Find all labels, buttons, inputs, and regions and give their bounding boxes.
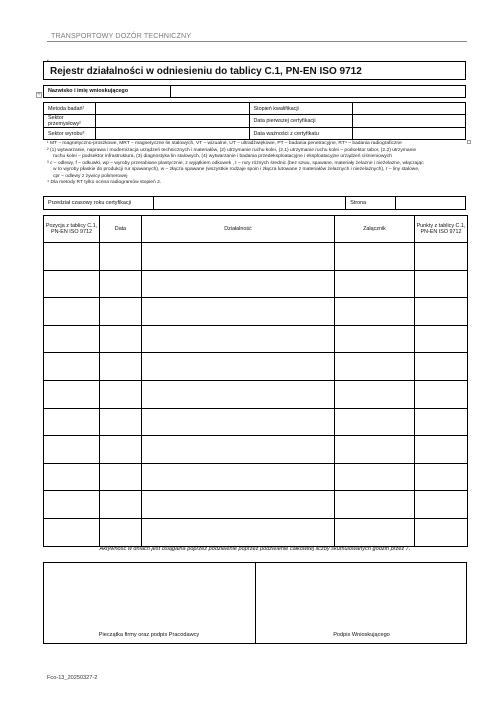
position-cell[interactable] <box>44 518 100 546</box>
first-certification-date-value-cell[interactable] <box>353 115 466 128</box>
info-row <box>44 115 466 128</box>
bullet-dot: • <box>47 58 49 64</box>
date-cell[interactable] <box>100 518 142 546</box>
footnote: w to wyroby płaskie do produkcji rur spawanych), w – złącza spawane (wszystkie rodzaje spoin i złącza lutowane z materiałów żelaznych i nieżelaznych), r – liny stalowe, <box>53 167 420 172</box>
points-cell[interactable] <box>415 518 468 546</box>
activity-cell[interactable] <box>142 408 335 436</box>
activity-register-table <box>43 215 468 547</box>
first-certification-date-label: Data pierwszej certyfikacji <box>249 115 353 128</box>
position-cell[interactable] <box>44 353 100 381</box>
document-title: Rejestr działalności w odniesieniu do tablicy C.1, PN-EN ISO 9712 <box>50 66 362 77</box>
position-cell[interactable] <box>44 298 100 326</box>
activity-cell[interactable] <box>142 436 335 464</box>
attachment-cell[interactable] <box>335 518 415 546</box>
activity-cell[interactable] <box>142 518 335 546</box>
footnote: ² (1) wytwarzanie, naprawa i modernizacja urządzeń technicznych i materiałów, (2) utrzymanie ruchu kolei, (2.1) utrzymanie ruchu kolei – podsektor tabor, (2.2) utrzymanie <box>47 147 417 153</box>
table-row <box>44 270 468 298</box>
period-label: Przedział czasowy roku certyfikacji <box>44 197 154 210</box>
points-cell[interactable] <box>415 491 468 519</box>
activity-cell[interactable] <box>142 243 335 271</box>
points-cell[interactable] <box>415 270 468 298</box>
industry-sector-value-cell[interactable] <box>95 115 249 128</box>
attachment-cell[interactable] <box>335 408 415 436</box>
table-resize-handle-icon[interactable] <box>467 140 471 144</box>
product-sector-label: Sektor wyrobu³ <box>44 128 96 140</box>
attachment-cell[interactable] <box>335 380 415 408</box>
attachment-cell[interactable] <box>335 270 415 298</box>
position-cell[interactable] <box>44 463 100 491</box>
footnote: ³ c – odlewy, f – odkuwki, wp – wyroby przerabiane plastycznie, z wyjątkiem odkuwek , t – rury różnych średnic (bez szwu, spawane, materiały żelazne i nieżelazne, włączając <box>47 160 424 166</box>
table-row <box>44 491 468 519</box>
date-cell[interactable] <box>100 243 142 271</box>
employer-signature-label: Pieczątka firmy oraz podpis Pracodawcy <box>98 632 200 638</box>
activity-rows <box>44 243 468 547</box>
table-row <box>44 243 468 271</box>
qualification-level-value-cell[interactable] <box>353 103 466 115</box>
attachment-cell[interactable] <box>335 325 415 353</box>
attachment-cell[interactable] <box>335 298 415 326</box>
points-cell[interactable] <box>415 243 468 271</box>
attachment-cell[interactable] <box>335 436 415 464</box>
activity-cell[interactable] <box>142 463 335 491</box>
position-cell[interactable] <box>44 436 100 464</box>
footnote: ⁴ Dla metody RT tylko ocena radiogramów stopień 2. <box>47 180 162 185</box>
date-cell[interactable] <box>100 270 142 298</box>
applicant-name-divider <box>170 85 171 98</box>
applicant-signature-label: Podpis Wnioskującego <box>333 632 390 638</box>
points-cell[interactable] <box>415 463 468 491</box>
applicant-name-label: Nazwisko i imię wnioskującego <box>48 88 128 94</box>
footnotes <box>47 141 465 187</box>
table-row <box>44 353 468 381</box>
activity-cell[interactable] <box>142 298 335 326</box>
date-cell[interactable] <box>100 463 142 491</box>
position-column-header: Pozycja z tablicy C.1, PN-EN ISO 9712 <box>44 216 100 243</box>
certification-period-table <box>43 196 466 210</box>
points-cell[interactable] <box>415 298 468 326</box>
info-row <box>44 103 466 115</box>
industry-sector-label: Sektor przemysłowy² <box>44 115 96 128</box>
table-row <box>44 436 468 464</box>
date-cell[interactable] <box>100 408 142 436</box>
position-cell[interactable] <box>44 270 100 298</box>
activity-column-header: Działalność <box>142 216 335 243</box>
method-label: Metoda badań¹ <box>44 103 96 115</box>
certification-info-table <box>43 102 466 140</box>
activity-header-row <box>44 216 468 243</box>
activity-cell[interactable] <box>142 270 335 298</box>
position-cell[interactable] <box>44 243 100 271</box>
activity-note: Aktywność w dniach jest osiągalna poprzez podzielenie poprzez podzielenie całkowitej liczby skumulowanych godzin przez 7. <box>99 546 411 552</box>
page-label: Strona <box>346 197 396 210</box>
activity-cell[interactable] <box>142 491 335 519</box>
form-code: Fco-13_20250327-2 <box>47 675 98 681</box>
date-cell[interactable] <box>100 436 142 464</box>
header-divider <box>47 41 467 42</box>
date-cell[interactable] <box>100 380 142 408</box>
date-cell[interactable] <box>100 353 142 381</box>
position-cell[interactable] <box>44 408 100 436</box>
table-row <box>44 408 468 436</box>
certificate-expiry-date-label: Data ważności z certyfikatu <box>249 128 353 140</box>
position-cell[interactable] <box>44 380 100 408</box>
points-cell[interactable] <box>415 408 468 436</box>
table-row <box>44 518 468 546</box>
product-sector-value-cell[interactable] <box>95 128 249 140</box>
position-cell[interactable] <box>44 491 100 519</box>
period-row <box>44 197 466 210</box>
points-cell[interactable] <box>415 325 468 353</box>
attachment-cell[interactable] <box>335 491 415 519</box>
table-row <box>44 325 468 353</box>
page-value-cell[interactable] <box>396 197 466 210</box>
activity-cell[interactable] <box>142 325 335 353</box>
position-cell[interactable] <box>44 325 100 353</box>
table-move-handle-icon[interactable]: + <box>37 92 41 98</box>
footnote: ¹ MT – magnetyczno-proszkowe, MRT – magnetyczne lin stalowych, VT – wizualne, UT – ultradźwiękowe, PT – badania penetracyjne, RT⁴ – badania radiograficzne <box>47 141 402 146</box>
date-column-header: Data <box>100 216 142 243</box>
footnote: ruchu kolei – podsektor infrastruktura, (3) diagnostyka lin stalowych, (4) wytwarzanie i badania przedeksploatacyjne i eksploatacyjne urządzeń ciśnieniowych <box>53 154 392 159</box>
certificate-expiry-date-value-cell[interactable] <box>353 128 466 140</box>
attachment-cell[interactable] <box>335 353 415 381</box>
activity-cell[interactable] <box>142 380 335 408</box>
table-row <box>44 380 468 408</box>
points-cell[interactable] <box>415 353 468 381</box>
points-cell[interactable] <box>415 436 468 464</box>
footnote: cpr – odlewy z żywicy polimerowej <box>53 173 128 179</box>
header-org-name: TRANSPORTOWY DOZÓR TECHNICZNY <box>51 31 192 40</box>
attachment-cell[interactable] <box>335 463 415 491</box>
info-row <box>44 128 466 140</box>
points-column-header: Punkty z tablicy C.1, PN-EN ISO 9712 <box>415 216 468 243</box>
table-row <box>44 298 468 326</box>
period-value-cell[interactable] <box>153 197 345 210</box>
date-cell[interactable] <box>100 298 142 326</box>
activity-cell[interactable] <box>142 353 335 381</box>
points-cell[interactable] <box>415 380 468 408</box>
attachment-column-header: Załącznik <box>335 216 415 243</box>
date-cell[interactable] <box>100 325 142 353</box>
qualification-level-label: Stopień kwalifikacji <box>249 103 353 115</box>
date-cell[interactable] <box>100 491 142 519</box>
table-row <box>44 463 468 491</box>
method-value-cell[interactable] <box>95 103 249 115</box>
attachment-cell[interactable] <box>335 243 415 271</box>
